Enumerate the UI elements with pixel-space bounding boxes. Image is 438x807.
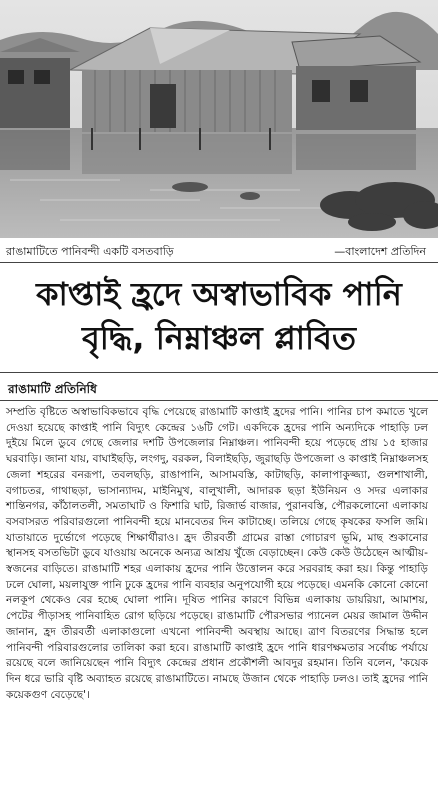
headline-line-1: কাপ্তাই হ্রদে অস্বাভাবিক পানি: [36, 275, 402, 313]
photo-caption-row: [0, 241, 438, 259]
photo-caption: রাঙামাটিতে পানিবন্দী একটি বসতবাড়ি: [6, 245, 174, 258]
headline: [0, 272, 438, 360]
byline: রাঙামাটি প্রতিনিধি: [8, 382, 97, 396]
photo-credit: —বাংলাদেশ প্রতিদিন: [334, 245, 426, 258]
divider: [0, 262, 438, 263]
article-paragraph: সম্প্রতি বৃষ্টিতে অস্বাভাবিকভাবে বৃদ্ধি পেয়েছে রাঙামাটি কাপ্তাই হ্রদের পানি। পানির চাপ কমাতে খুলে দেওয়া হয়েছে কাপ্তাই পানি বিদ্যুৎ কেন্দ্রের ১৬টি গেট। একদিকে হ্রদের পানি অন্যদিকে পাহাড়ি ঢল দুইয়ে মিলে ডুবে গেছে জেলার দশটি উপজেলার নিম্নাঞ্চল। পানিবন্দী হয়ে পড়েছে প্রায় ১৫ হাজার ঘরবাড়ি। জানা যায়, বাঘাইছড়ি, লংগদু, বরকল, বিলাইছড়ি, জুরাছড়ি উপজেলা ও কাপ্তাই নিম্নাঞ্চলসহ জেলা শহরের বনরূপা, তবলছড়ি, রাঙাপানি, আসামবস্তি, কাটাছড়ি, কালাপাকুজ্জ্যা, গুলশাখালী, বগাচতর, গাথাছড়া, ভাসান্যাদম, মাইনিমুখ, বালুখালী, আদারক ছড়া ইউনিয়ন ও সদর এলাকার শান্তিনগর, কাঁঠালতলী, সমতাঘাট ও ফিশারি ঘাট, রিজার্ভ বাজার, পুরানবস্তি, পৌরকলোনো এলাকায় বসবাসরত পরিবারগুলো পানিবন্দী হয়ে মানবেতর দিন কাটাচ্ছে। তলিয়ে গেছে কৃষকের ফসলি জমি। যাতায়াতে দুর্ভোগে পড়েছে শিক্ষার্থীরাও। হ্রদ তীরবর্তী গ্রামের রাস্তা গোচারণ ভূমি, মাছ শুকানোর স্থানসহ বসতভিটা ডুবে যাওয়ায় অনেকে অন্যত্র আশ্রয় খুঁজে বেড়াচ্ছেন। কেউ কেউ উঠেছেন আত্মীয়-স্বজনের বাড়িতে। রাঙামাটি শহর এলাকায় হ্রদের পানি উত্তোলন করে সরবরাহ করা হয়। কিন্তু পাহাড়ি ঢলে ঘোলা, ময়লাযুক্ত পানি ঢুকে হ্রদের পানি ব্যবহার অনুপযোগী হয়ে পড়েছে। এমনকি কোনো কোনো নলকূপ থেকেও বের হচ্ছে ঘোলা পানি। দূষিত পানির কারণে বিভিন্ন এলাকায় ডায়রিয়া, আমাশয়, পেটের পীড়াসহ পানিবাহিত রোগ ছড়িয়ে পড়েছে। রাঙামাটি পৌরসভার প্যানেল মেয়র জামাল উদ্দীন জানান, হ্রদ তীরবর্তী এলাকাগুলো এখনো পানিবন্দী অবস্থায় আছে। ত্রাণ বিতরণের সিদ্ধান্ত হলে পানিবন্দী পরিবারগুলোর তালিকা করা হবে। রাঙামাটি কাপ্তাই হ্রদে পানি ধারণক্ষমতার সর্বোচ্চ পর্যায়ে রয়েছে বলে জানিয়েছেন পানি বিদ্যুৎ কেন্দ্রের প্রধান প্রকৌশলী আবদুর রহমান। তিনি বলেন, 'কয়েক দিন ধরে ভারি বৃষ্টি অব্যাহত রয়েছে রাঙামাটিতে। নামছে উজান থেকে পাহাড়ি ঢলও। তাই হ্রদের পানি কয়েকগুণ বেড়েছে'।: [6, 406, 428, 701]
divider: [0, 372, 438, 373]
headline-line-2: বৃদ্ধি, নিম্নাঞ্চল প্লাবিত: [82, 319, 356, 357]
flooded-house-photo: [0, 0, 438, 238]
article-body: [6, 405, 428, 703]
divider: [0, 400, 438, 401]
